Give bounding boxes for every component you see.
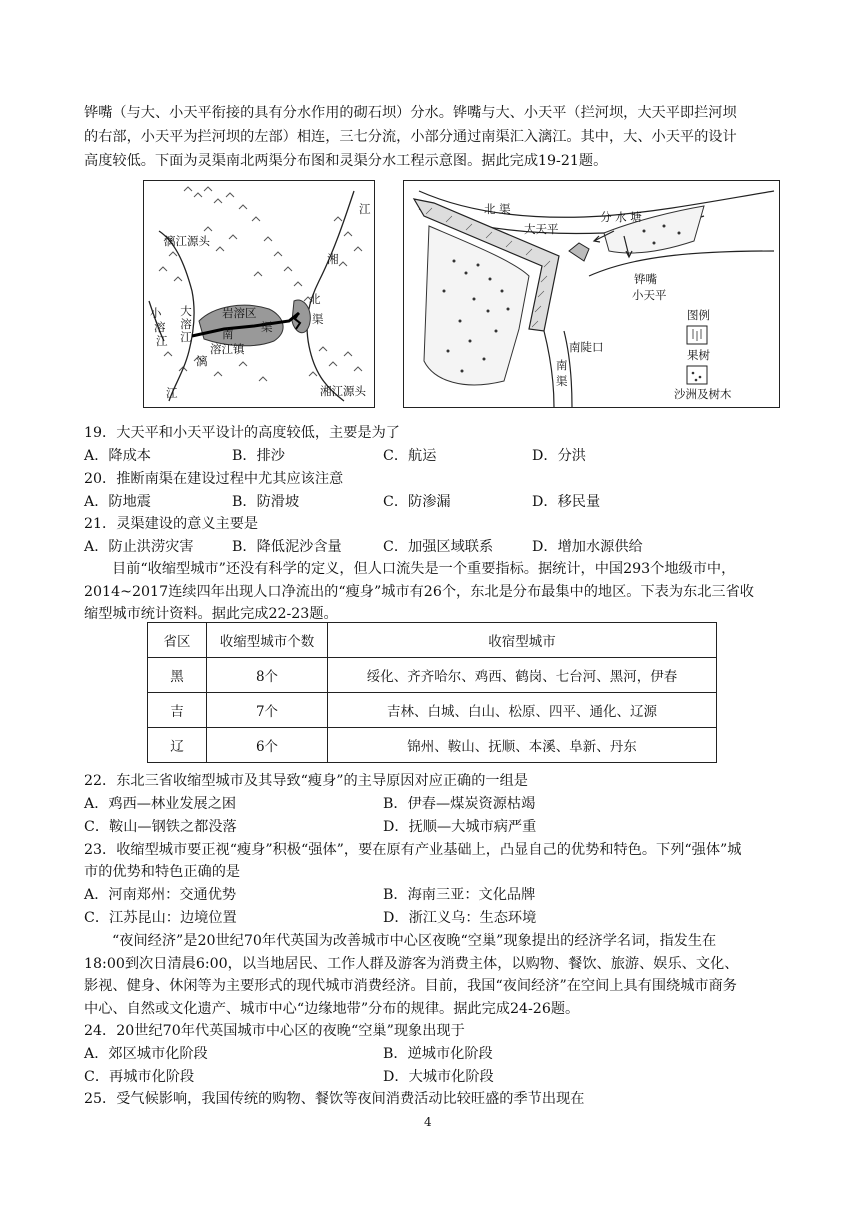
map-label-rongjiang-town: 溶江镇 xyxy=(210,342,245,356)
q21-option-d: D．增加水源供给 xyxy=(532,539,643,555)
table-header-row xyxy=(148,623,717,658)
map-label-lijiang-source: 漓江源头 xyxy=(164,234,210,248)
map-label-bei-qu: 渠 xyxy=(312,312,324,326)
table-cell-count: 7个 xyxy=(207,693,328,728)
q22-option-d: D．抚顺—大城市病严重 xyxy=(383,819,537,835)
table-header-cities: 收宿型城市 xyxy=(328,623,717,658)
map-label-jiang-left: 江 xyxy=(156,334,168,348)
lingqu-canal-map xyxy=(143,180,375,408)
map-label-xiangjiang-source: 湘江源头 xyxy=(320,384,366,398)
q19-option-a: A．降成本 xyxy=(84,448,151,464)
passage3-line-1: “夜间经济”是20世纪70年代英国为改善城市中心区夜晚“空巢”现象提出的经济学名词，指发生在 xyxy=(112,933,717,949)
diagram-label-datianping: 大天平 xyxy=(524,222,559,236)
table-cell-cities: 吉林、白城、白山、松原、四平、通化、辽源 xyxy=(328,693,717,728)
q21-option-a: A．防止洪涝灾害 xyxy=(84,539,194,555)
map-label-darongjiang: 大溶江 xyxy=(180,304,192,344)
q23-option-d: D．浙江义乌：生态环境 xyxy=(383,910,537,926)
intro-line-2: 的右部，小天平为拦河坝的左部）相连，三七分流，小部分通过南渠汇入漓江。其中，大、小天平的设计 xyxy=(84,129,737,145)
q22-option-b: B．伊春—煤炭资源枯竭 xyxy=(383,796,536,812)
legend-sandbar: 沙洲及树木 xyxy=(674,387,732,401)
map-label-jiang-top: 江 xyxy=(359,202,371,216)
passage3-line-2: 18:00到次日清晨6:00，以当地居民、工作人群及游客为消费主体，以购物、餐饮、旅游、娱乐、文化、 xyxy=(84,956,739,972)
diversion-diagram-drawing xyxy=(404,181,779,407)
map-label-rong: 溶 xyxy=(154,320,166,334)
diagram-label-qu: 渠 xyxy=(556,374,568,388)
table-cell-count: 8个 xyxy=(207,658,328,693)
passage2-line-3: 缩型城市统计资料。据此完成22-23题。 xyxy=(84,606,338,622)
lingqu-map-drawing xyxy=(144,181,374,407)
map-label-yanrong: 岩溶区 xyxy=(222,306,257,320)
diagram-label-xiaotianping: 小天平 xyxy=(632,288,667,302)
diagram-label-bei-qu: 北 渠 xyxy=(484,202,511,216)
table-cell-count: 6个 xyxy=(207,728,328,763)
table-cell-province: 黑 xyxy=(148,658,207,693)
q24-option-c: C．再城市化阶段 xyxy=(84,1069,195,1085)
q20-stem: 20．推断南渠在建设过程中尤其应该注意 xyxy=(84,471,344,487)
q20-option-d: D．移民量 xyxy=(532,494,601,510)
q23-option-b: B．海南三亚：文化品牌 xyxy=(383,887,536,903)
intro-line-3: 高度较低。下面为灵渠南北两渠分布图和灵渠分水工程示意图。据此完成19-21题。 xyxy=(84,153,608,169)
map-label-li: 漓 xyxy=(196,354,208,368)
page-number: 4 xyxy=(424,1115,432,1129)
q22-option-a: A．鸡西—林业发展之困 xyxy=(84,796,237,812)
map-label-nan-qu: 渠 xyxy=(261,320,273,334)
table-header-province: 省区 xyxy=(148,623,207,658)
shrinking-cities-table xyxy=(147,622,717,763)
q23-option-a: A．河南郑州：交通优势 xyxy=(84,887,237,903)
q23-option-c: C．江苏昆山：边境位置 xyxy=(84,910,237,926)
passage3-line-4: 中心、自然或文化遗产、城市中心“边缘地带”分布的规律。据此完成24-26题。 xyxy=(84,1001,580,1017)
q21-option-c: C．加强区域联系 xyxy=(383,539,494,555)
diagram-label-nandoukou: 南陡口 xyxy=(569,340,604,354)
q23-stem-line-1: 23．收缩型城市要正视“瘦身”积极“强体”，要在原有产业基础上，凸显自己的优势和特色。下列“强体”城 xyxy=(84,842,742,858)
map-label-jiang-bottom: 江 xyxy=(166,386,178,400)
q20-option-c: C．防渗漏 xyxy=(383,494,451,510)
table-cell-cities: 绥化、齐齐哈尔、鸡西、鹤岗、七台河、黑河，伊春 xyxy=(328,658,717,693)
q24-option-a: A．郊区城市化阶段 xyxy=(84,1046,208,1062)
table-cell-cities: 锦州、鞍山、抚顺、本溪、阜新、丹东 xyxy=(328,728,717,763)
diagram-label-fenshuitang: 分 水 塘 xyxy=(600,210,642,224)
q22-option-c: C．鞍山—钢铁之都没落 xyxy=(84,819,237,835)
q20-option-b: B．防滑坡 xyxy=(232,494,300,510)
table-row xyxy=(148,728,717,763)
passage2-line-2: 2014~2017连续四年出现人口净流出的“瘦身”城市有26个，东北是分布最集中的地区。下表为东北三省收 xyxy=(84,584,754,600)
legend-title: 图例 xyxy=(687,308,710,322)
table-row xyxy=(148,658,717,693)
table-header-count: 收缩型城市个数 xyxy=(207,623,328,658)
diversion-project-diagram xyxy=(403,180,780,408)
diagram-label-huazui: 铧嘴 xyxy=(634,272,657,286)
map-label-xiao: 小 xyxy=(150,306,162,320)
map-label-bei: 北 xyxy=(309,292,321,306)
diagram-label-nan: 南 xyxy=(556,358,568,372)
table-cell-province: 吉 xyxy=(148,693,207,728)
q19-option-c: C．航运 xyxy=(383,448,437,464)
q24-option-b: B．逆城市化阶段 xyxy=(383,1046,493,1062)
legend-fruit-trees: 果树 xyxy=(687,348,710,362)
q19-stem: 19．大天平和小天平设计的高度较低，主要是为了 xyxy=(84,425,400,441)
q23-stem-line-2: 市的优势和特色正确的是 xyxy=(84,864,241,880)
q25-stem: 25．受气候影响，我国传统的购物、餐饮等夜间消费活动比较旺盛的季节出现在 xyxy=(84,1091,585,1107)
passage3-line-3: 影视、健身、休闲等为主要形式的现代城市消费经济。目前，我国“夜间经济”在空间上具有围绕城市商务 xyxy=(84,978,737,994)
intro-line-1: 铧嘴（与大、小天平衔接的具有分水作用的砌石坝）分水。铧嘴与大、小天平（拦河坝，大天平即拦河坝 xyxy=(84,105,737,121)
table-cell-province: 辽 xyxy=(148,728,207,763)
table-row xyxy=(148,693,717,728)
q22-stem: 22．东北三省收缩型城市及其导致“瘦身”的主导原因对应正确的一组是 xyxy=(84,773,528,789)
q21-option-b: B．降低泥沙含量 xyxy=(232,539,342,555)
q21-stem: 21．灵渠建设的意义主要是 xyxy=(84,516,259,532)
passage2-line-1: 目前“收缩型城市”还没有科学的定义，但人口流失是一个重要指标。据统计，中国293个地级市中， xyxy=(112,561,736,577)
q19-option-d: D．分洪 xyxy=(532,448,586,464)
map-label-nan: 南 xyxy=(222,327,234,341)
q24-stem: 24．20世纪70年代英国城市中心区的夜晚“空巢”现象出现于 xyxy=(84,1023,465,1039)
map-label-xiang: 湘 xyxy=(327,252,339,266)
q20-option-a: A．防地震 xyxy=(84,494,151,510)
q19-option-b: B．排沙 xyxy=(232,448,285,464)
q24-option-d: D．大城市化阶段 xyxy=(383,1069,494,1085)
